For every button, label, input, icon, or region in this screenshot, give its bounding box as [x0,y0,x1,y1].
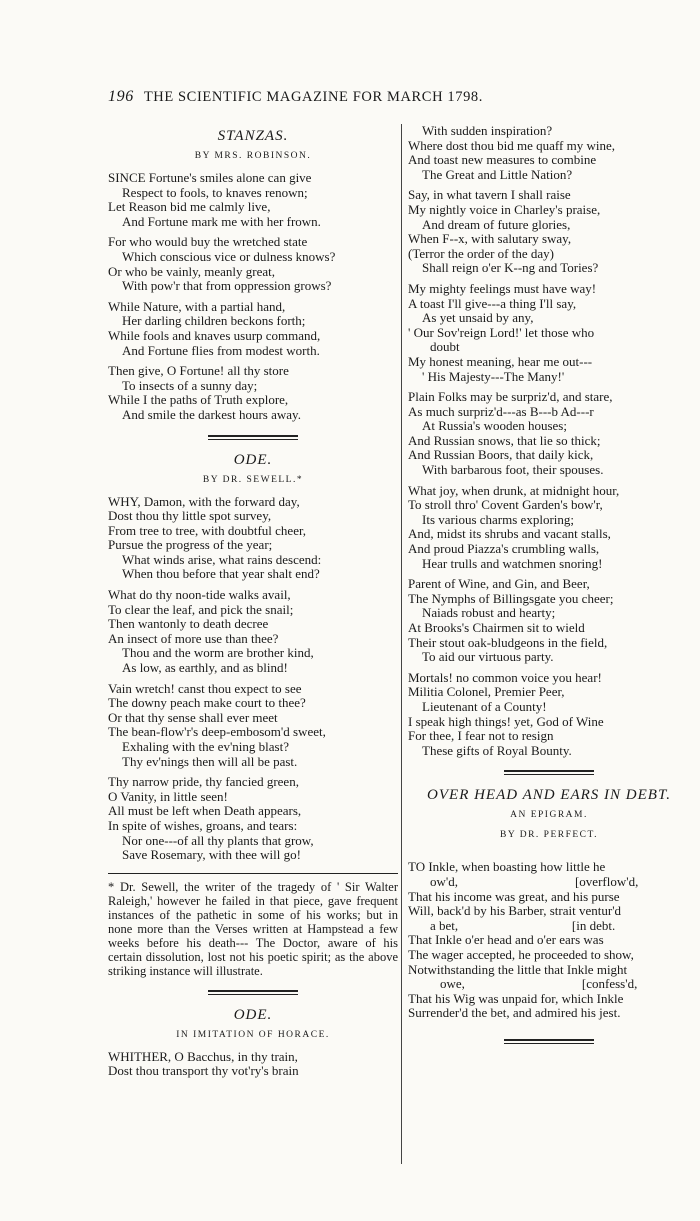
section-rule [504,770,594,775]
poem-line: Its various charms exploring; [422,511,574,527]
poem-line: With barbarous foot, their spouses. [422,462,604,478]
poem-line: While I the paths of Truth explore, [108,392,289,408]
poem-line: (Terror the order of the day) [408,245,554,261]
poem-line: SINCE Fortune's smiles alone can give [108,170,312,185]
poem-line: The downy peach make court to thee? [108,695,306,711]
poem-line: At Brooks's Chairmen sit to wield [408,620,585,635]
poem-line: What joy, when drunk, at midnight hour, [408,482,620,498]
poem-line: With pow'r that from oppression grows? [122,278,332,294]
running-title: THE SCIENTIFIC MAGAZINE FOR MARCH 1798. [143,89,483,105]
poem-line: What do thy noon-tide walks avail, [108,587,291,603]
right-column [408,124,690,1056]
ode-poem [108,495,398,863]
poem-line: As much surpriz'd---as B---b Ad---r [408,403,594,419]
poem-line: To insects of a sunny day; [122,377,258,393]
poem-line: O Vanity, in little seen! [108,788,228,804]
ode-byline: BY DR. SEWELL.* [202,474,304,485]
poem-line: Then give, O Fortune! all thy store [108,363,289,379]
ode-byline: IN IMITATION OF HORACE. [176,1029,330,1040]
ode-title: ODE. [233,1006,273,1023]
poem-line: Or that thy sense shall ever meet [108,709,278,725]
poem-line: Dost thou transport thy vot'ry's brain [108,1063,299,1079]
poem-line: Thy narrow pride, thy fancied green, [108,774,299,790]
poem-line: a bet, [in debt. [430,917,616,933]
poem-line: That his Wig was unpaid for, which Inkle [408,990,624,1006]
poem-line: The Nymphs of Billingsgate you cheer; [408,590,614,606]
poem-line: A toast I'll give---a thing I'll say, [408,295,577,311]
poem-line: My nightly voice in Charley's praise, [408,201,601,217]
poem-line: ' His Majesty---The Many!' [422,368,565,384]
poem-line: My honest meaning, hear me out--- [408,353,593,369]
poem-line: Lieutenant of a County! [422,698,547,714]
stanzas-title: STANZAS. [217,128,289,144]
stanzas-poem [108,171,398,423]
footnote: * Dr. Sewell, the writer of the tragedy of ' Sir Walter Raleigh,' however he failed in that piece, gave frequent instances of the pathetic in some of his works; but in none more than the Verses written at Hampstead a few weeks before his death--- The Doctor, aware of his certain dissolution, lost not his poetic spirit; as the above striking instance will illustrate. [108,873,398,978]
poem-line: WHITHER, O Bacchus, in thy train, [108,1048,298,1064]
poem-line: While Nature, with a partial hand, [108,298,286,314]
ode-poem-continued [408,124,690,758]
poem-line: What winds arise, what rains descend: [122,551,322,567]
epigram-subtitle: AN EPIGRAM. [510,810,588,821]
poem-line: The Great and Little Nation? [422,166,573,182]
poem-line: Exhaling with the ev'ning blast? [122,739,289,754]
poem-line: Nor one---of all thy plants that grow, [122,832,314,848]
poem-line: Let Reason bid me calmly live, [108,199,271,215]
column-divider [401,124,402,1164]
poem-line: The bean-flow'r's deep-embosom'd sweet, [108,724,326,740]
poem-line: These gifts of Royal Bounty. [422,742,572,758]
section-rule [208,435,298,440]
poem-line: My mighty feelings must have way! [408,280,597,296]
section-rule [504,1039,594,1044]
poem-line: While fools and knaves usurp command, [108,327,321,343]
poem-line: Vain wretch! canst thou expect to see [108,680,302,696]
poem-line: To stroll thro' Covent Garden's bow'r, [408,497,603,513]
poem-line: That Inkle o'er head and o'er ears was [408,932,604,948]
poem-line: Militia Colonel, Premier Peer, [408,684,565,700]
poem-line: Dost thou thy little spot survey, [108,508,272,524]
poem-line: Which conscious vice or dulness knows? [122,248,336,264]
poem-line: owe, [confess'd, [440,976,638,992]
poem-line: As low, as earthly, and as blind! [122,660,288,676]
poem-line: At Russia's wooden houses; [422,418,567,434]
poem-line: I speak high things! yet, God of Wine [408,713,604,729]
poem-line: As yet unsaid by any, [422,310,534,326]
poem-line: And toast new measures to combine [408,152,597,168]
epigram-byline: BY DR. PERFECT. [500,830,598,841]
epigram-title: OVER HEAD AND EARS IN DEBT. [427,787,671,804]
poem-line: From tree to tree, with doubtful cheer, [108,522,307,538]
poem-line: Her darling children beckons forth; [122,313,306,329]
poem-line: Plain Folks may be surpriz'd, and stare, [408,389,613,405]
poem-line: In spite of wishes, groans, and tears: [108,817,298,833]
poem-line: Naiads robust and hearty; [422,605,556,621]
poem-line: Hear trulls and watchmen snoring! [422,555,603,571]
poem-line: Surrender'd the bet, and admired his jest. [408,1005,621,1021]
poem-line: Shall reign o'er K--ng and Tories? [422,260,599,276]
poem-line: When F--x, with salutary sway, [408,231,572,247]
poem-line: ow'd, [overflow'd, [430,873,639,889]
poem-line: That his income was great, and his purse [408,888,620,904]
page-number: 196 [108,88,134,105]
poem-line: Thou and the worm are brother kind, [122,645,314,661]
ode-title: ODE. [233,451,273,468]
poem-line: Parent of Wine, and Gin, and Beer, [408,576,590,592]
poem-line: An insect of more use than thee? [108,630,279,646]
poem-line: Where dost thou bid me quaff my wine, [408,137,615,153]
poem-line: And Russian Boors, that daily kick, [408,447,594,463]
poem-line: When thou before that year shalt end? [122,566,320,582]
running-header [108,88,668,106]
epigram-poem [408,860,690,1021]
ode-poem [108,1050,398,1079]
poem-line: Save Rosemary, with thee will go! [122,847,301,863]
stanzas-byline: BY MRS. ROBINSON. [194,151,312,161]
poem-line: Or who be vainly, meanly great, [108,263,276,279]
poem-line: To clear the leaf, and pick the snail; [108,601,294,617]
poem-line: Pursue the progress of the year; [108,537,273,553]
poem-line: Thy ev'nings then will all be past. [122,753,298,769]
poem-line: Say, in what tavern I shall raise [408,187,571,203]
poem-line: For thee, I fear not to resign [408,728,554,744]
poem-line: And Fortune flies from modest worth. [122,342,320,358]
poem-line: And proud Piazza's crumbling walls, [408,541,600,557]
poem-line: WHY, Damon, with the forward day, [108,493,300,509]
poem-line: And Russian snows, that lie so thick; [408,432,601,448]
poem-line: For who would buy the wretched state [108,234,308,250]
poem-line: And smile the darkest hours away. [122,406,301,422]
poem-line: Then wantonly to death decree [108,616,269,632]
poem-line: ' Our Sov'reign Lord!' let those who [408,324,595,340]
section-rule [208,990,298,995]
poem-line: Respect to fools, to knaves renown; [122,184,308,200]
poem-line: Their stout oak-bludgeons in the field, [408,634,608,650]
poem-line: To aid our virtuous party. [422,649,554,665]
left-column [108,124,398,1079]
poem-line: TO Inkle, when boasting how little he [408,859,606,875]
poem-line: doubt [430,339,460,355]
poem-line: And dream of future glories, [422,216,571,232]
poem-line: Mortals! no common voice you hear! [408,669,602,685]
poem-line: Will, back'd by his Barber, strait ventur'd [408,903,622,919]
poem-line: With sudden inspiration? [422,123,553,138]
poem-line: All must be left when Death appears, [108,803,302,819]
poem-line: And Fortune mark me with her frown. [122,213,321,229]
poem-line: And, midst its shrubs and vacant stalls, [408,526,611,542]
poem-line: The wager accepted, he proceeded to show, [408,946,634,962]
poem-line: Notwithstanding the little that Inkle might [408,961,628,977]
